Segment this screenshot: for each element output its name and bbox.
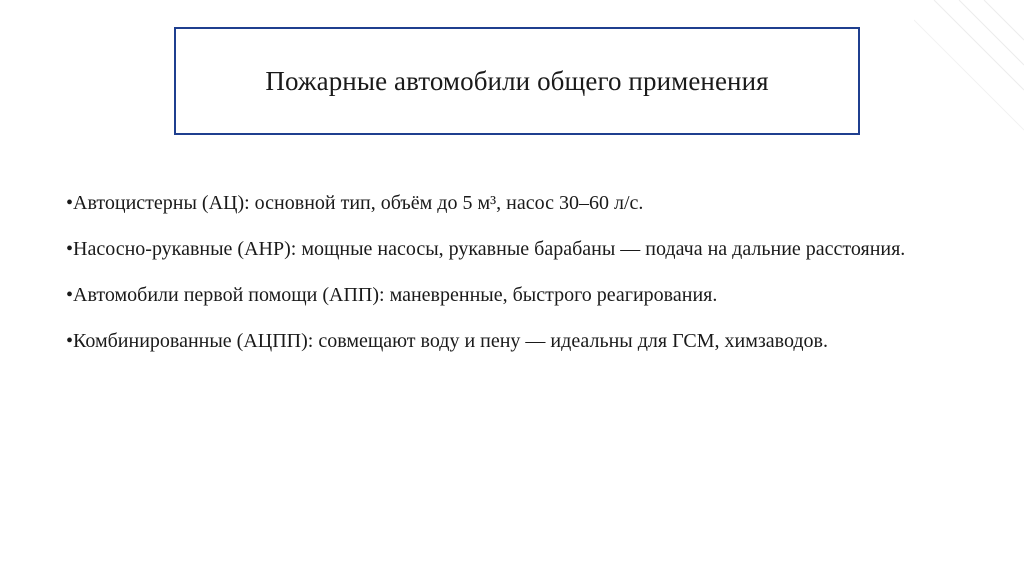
bullet-list bbox=[66, 180, 968, 364]
bullet-item-combined: •Комбинированные (АЦПП): совмещают воду и пену — идеальны для ГСМ, химзаводов. bbox=[66, 330, 828, 352]
title-box bbox=[174, 27, 860, 135]
bullet-item-first-aid: •Автомобили первой помощи (АПП): маневренные, быстрого реагирования. bbox=[66, 284, 718, 306]
bullet-item-tankers: •Автоцистерны (АЦ): основной тип, объём до 5 м³, насос 30–60 л/с. bbox=[66, 192, 644, 214]
bullet-item-pump-hose: •Насосно-рукавные (АНР): мощные насосы, рукавные барабаны — подача на дальние расстояния. bbox=[66, 238, 906, 260]
slide-title: Пожарные автомобили общего применения bbox=[265, 65, 769, 96]
